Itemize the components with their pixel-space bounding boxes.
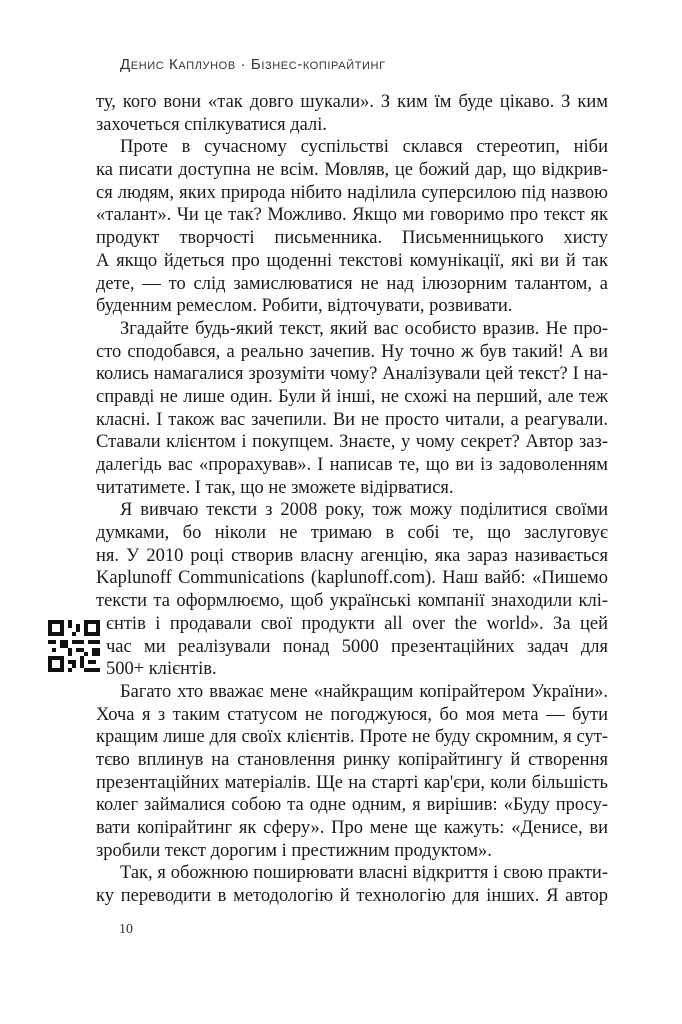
text-line: справді не лише один. Були й інші, не схожі на перший, але теж [96,386,608,407]
text-line: Згадайте будь-який текст, який вас особисто вразив. Не про- [120,318,608,339]
text-line: 500+ клієнтів. [106,659,217,680]
text-line: колег займалися собою та одне одним, я вирішив: «Буду просу- [96,795,608,816]
text-line: ту, кого вони «так довго шукали». З ким їм буде цікаво. З ким [96,92,608,112]
text-line: сто сподобався, а реально зачепив. Ну точно ж був такий! А ви [96,341,608,362]
text-line: ня. У 2010 році створив власну агенцію, яка зараз називається [96,545,608,566]
text-line: Kaplunoff Communications (kaplunoff.com). Наш вайб: «Пишемо [96,568,608,589]
text-line: Проте в сучасному суспільстві склався стереотип, ніби [120,137,608,158]
text-line: продукт творчості письменника. Письменницького хисту [96,228,608,249]
text-line: вати копірайтинг як сферу». Про мене ще кажуть: «Денисе, ви [96,818,608,838]
text-line: презентаційних матеріалів. Ще на старті кар'єри, коли більшість [96,772,608,793]
text-line: тєво вплинув на становлення ринку копірайтингу й створення [96,749,608,770]
text-line: час ми реалізували понад 5000 презентаційних задач для [106,636,608,657]
text-line: буденним ремеслом. Робити, відточувати, розвивати. [96,296,513,317]
text-line: А якщо йдеться про щоденні текстові комунікації, які ви й так [96,250,608,271]
text-line: Ставали клієнтом і покупцем. Знаєте, у чому секрет? Автор заз- [96,432,608,453]
text-line: Так, я обожнюю поширювати власні відкриття і свою практи- [120,863,608,884]
text-line: Багато хто вважає мене «найкращим копірайтером України». [120,681,608,702]
text-line: ся людям, яких природа нібито наділила суперсилою під назвою [96,182,608,203]
page-body-text [96,91,608,908]
text-line: ку переводити в методологію й технологію для інших. Я автор [96,886,608,907]
text-line: «талант». Чи це так? Можливо. Якщо ми говоримо про текст як [96,205,608,226]
text-line: захочеться спілкуватися далі. [96,114,328,135]
text-line: думками, бо ніколи не тримаю в собі те, що заслуговує [96,523,608,544]
qr-code-icon [48,620,100,672]
text-line: Хоча я з таким статусом не погоджуюся, бо моя мета — бути [96,704,608,725]
text-line: кращим лише для своїх клієнтів. Проте не буду скромним, я сут- [96,727,608,748]
text-line: класні. І також вас зачепили. Ви не просто читали, а реагували. [96,409,608,430]
text-line: колись намагалися зрозуміти чому? Аналізували цей текст? І на- [96,364,608,385]
text-line: тексти та оформлюємо, щоб українські компанії знаходили клі- [96,591,608,612]
text-line: дете, — то слід замислюватися не над ілюзорним талантом, а [96,273,608,294]
text-line: Я вивчаю тексти з 2008 року, тож можу поділитися своїми [120,500,608,521]
text-line: ка писати доступна не всім. Мовляв, це божий дар, що відкрив- [96,160,608,181]
page-number: 10 [119,922,133,937]
text-line: зробили текст дорогим і престижним продуктом». [96,840,492,861]
text-line: далегідь вас «прорахував». І написав те, що ви із задоволенням [96,455,608,475]
running-header: Денис Каплунов · Бізнес-копірайтинг [120,56,386,73]
text-line: читатимете. І так, що не зможете відірватися. [96,477,454,498]
text-line: єнтів і продавали свої продукти all over the world». За цей [106,613,608,634]
